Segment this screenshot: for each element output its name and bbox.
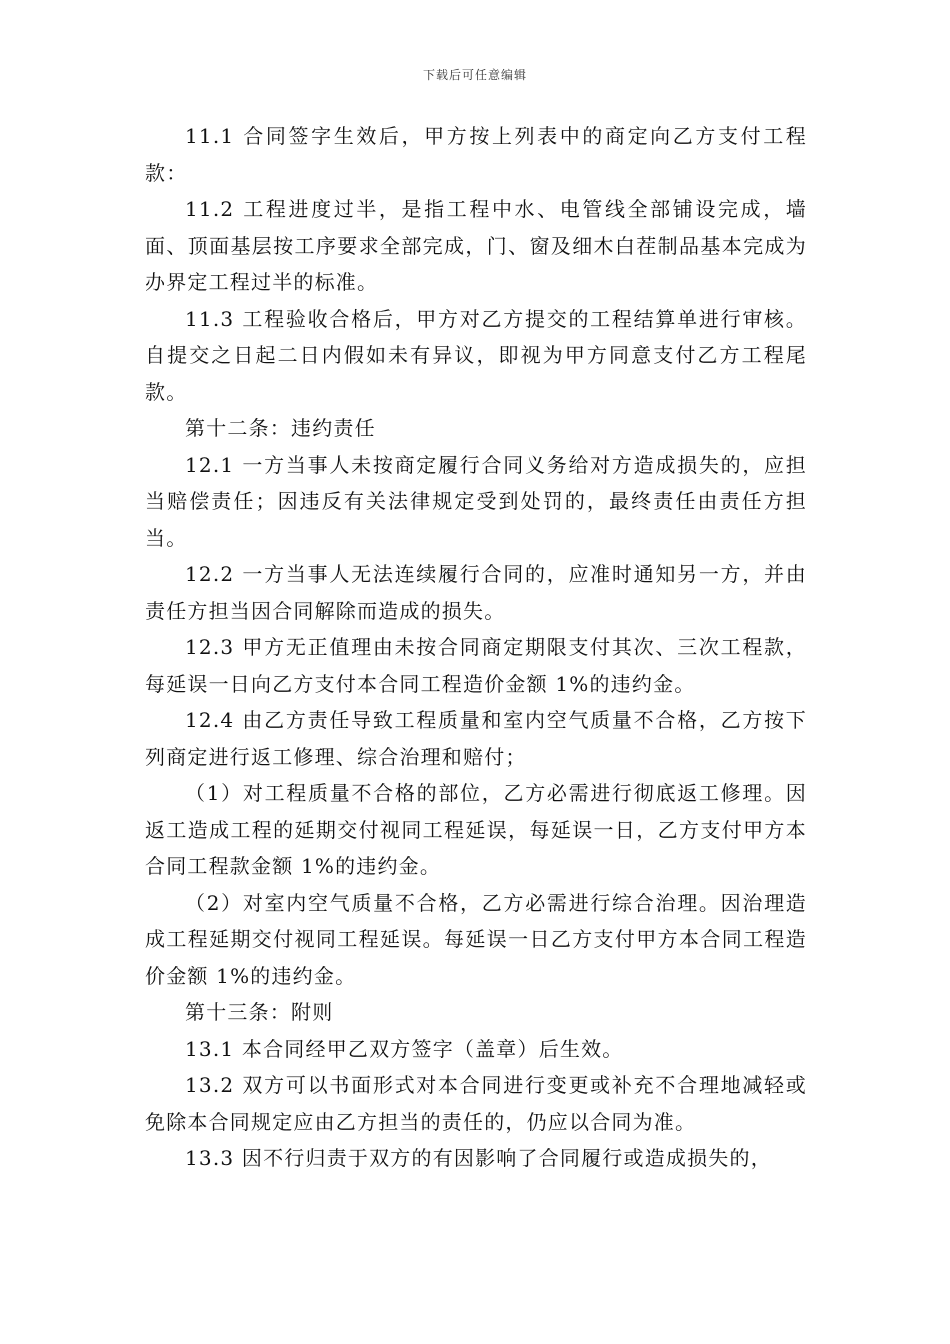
clause-12-1: 12.1 一方当事人未按商定履行合同义务给对方造成损失的，应担当赔偿责任；因违反有关法律规定受到处罚的，最终责任由责任方担当。 [145,452,807,550]
clause-11-3: 11.3 工程验收合格后，甲方对乙方提交的工程结算单进行审核。自提交之日起二日内假如未有异议，即视为甲方同意支付乙方工程尾款。 [145,306,807,404]
section-heading-13: 第十三条：附则 [185,1000,334,1024]
clause-11-2: 11.2 工程进度过半，是指工程中水、电管线全部铺设完成，墙面、顶面基层按工序要求全部完成，门、窗及细木白茬制品基本完成为办界定工程过半的标准。 [145,197,807,294]
clause-12-4: 12.4 由乙方责任导致工程质量和室内空气质量不合格，乙方按下列商定进行返工修理、综合治理和赔付； [145,708,807,769]
document-body [145,118,807,1177]
clause-13-3: 13.3 因不行归责于双方的有因影响了合同履行或造成损失的， [185,1146,772,1170]
clause-12-4-item-2: （2）对室内空气质量不合格，乙方必需进行综合治理。因治理造成工程延期交付视同工程延误。每延误一日乙方支付甲方本合同工程造价金额 1%的违约金。 [145,890,807,988]
clause-12-2: 12.2 一方当事人无法连续履行合同的，应准时通知另一方，并由责任方担当因合同解除而造成的损失。 [145,562,807,623]
clause-13-2: 13.2 双方可以书面形式对本合同进行变更或补充不合理地减轻或免除本合同规定应由乙方担当的责任的，仍应以合同为准。 [145,1073,807,1134]
clause-12-4-item-1: （1）对工程质量不合格的部位，乙方必需进行彻底返工修理。因返工造成工程的延期交付视同工程延误，每延误一日，乙方支付甲方本合同工程款金额 1%的违约金。 [145,781,807,878]
clause-12-3: 12.3 甲方无正值理由未按合同商定期限支付其次、三次工程款，每延误一日向乙方支付本合同工程造价金额 1%的违约金。 [145,635,807,696]
page-header: 下载后可任意编辑 [422,68,527,82]
clause-13-1: 13.1 本合同经甲乙双方签字（盖章）后生效。 [185,1036,624,1061]
clause-11-1: 11.1 合同签字生效后，甲方按上列表中的商定向乙方支付工程款： [145,124,807,185]
section-heading-12: 第十二条：违约责任 [185,416,376,440]
